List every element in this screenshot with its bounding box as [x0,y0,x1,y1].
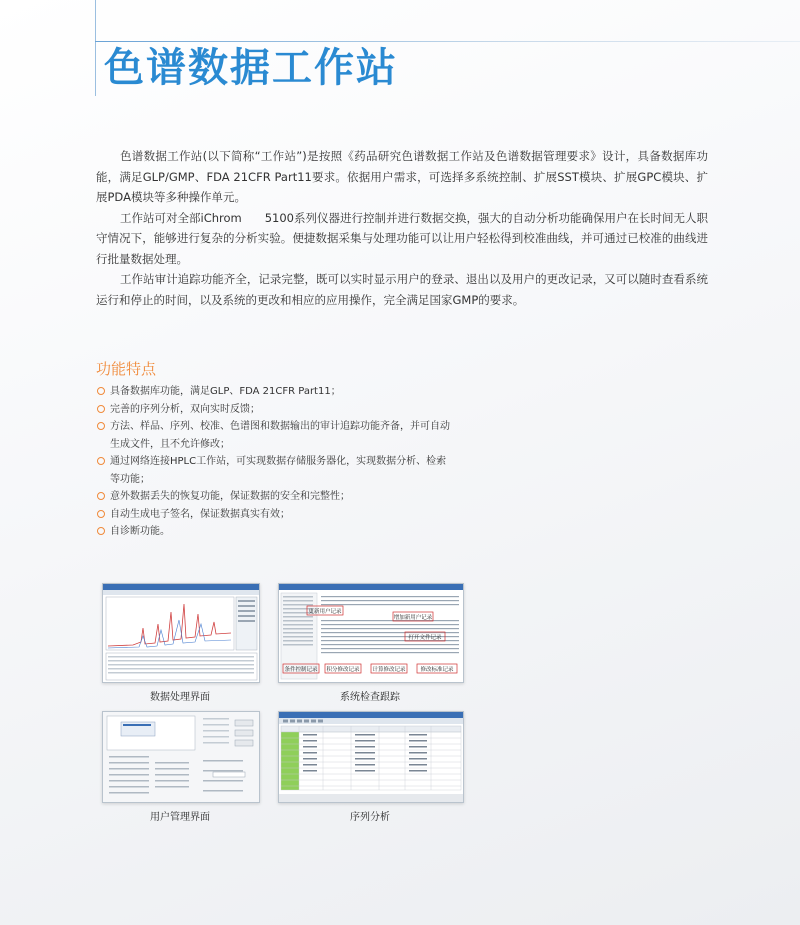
caption-sequence-analysis: 序列分析 [350,812,390,823]
callout-update-user: 更新用户记录 [308,609,342,615]
callout-calculation-change: 计算修改记录 [372,667,406,673]
chromatogram-thumbnail [103,584,259,682]
feature-item: 完善的序列分析，双向实时反馈； [96,401,456,419]
circle-bullet-icon [97,492,105,500]
intro-paragraph: 工作站可对全部iChrom 5100系列仪器进行控制并进行数据交换，强大的自动分析功能确保用户在长时间无人职守情况下，能够进行复杂的分析实验。便捷数据采集与处理功能可以让用户轻松得到校准曲线，并可通过已校准的曲线进行批量数据处理。 [96,210,708,266]
callout-add-user: 增加新用户记录 [393,615,433,621]
feature-item: 方法、样品、序列、校准、色谱图和数据输出的审计追踪功能齐备，并可自动生成文件，且不允许修改； [96,418,456,453]
circle-bullet-icon [97,510,105,518]
audit-trail-thumbnail [279,584,463,682]
caption-data-processing: 数据处理界面 [150,692,210,703]
intro-paragraph: 色谱数据工作站(以下简称“工作站”)是按照《药品研究色谱数据工作站及色谱数据管理要求》设计，具备数据库功能，满足GLP/GMP、FDA 21CFR Part11要求。依据用户需求，可选择多系统控制、扩展SST模块、扩展GPC模块、扩展PDA模块等多种操作单元。 [96,149,708,204]
feature-item: 自诊断功能。 [96,523,456,541]
user-management-screenshot [102,711,260,803]
caption-audit-trail: 系统检查跟踪 [340,692,400,703]
features-list [96,383,456,541]
feature-item: 具备数据库功能，满足GLP、FDA 21CFR Part11； [96,383,456,401]
feature-item: 意外数据丢失的恢复功能，保证数据的安全和完整性； [96,488,456,506]
features-heading: 功能特点 [96,360,157,378]
callout-standard-change: 修改标准记录 [420,667,454,673]
feature-item: 自动生成电子签名，保证数据真实有效； [96,506,456,524]
header-vertical-rule [95,0,96,96]
intro-text [96,146,708,310]
audit-trail-screenshot [278,583,464,683]
data-processing-screenshot [102,583,260,683]
circle-bullet-icon [97,387,105,395]
sequence-analysis-screenshot [278,711,464,803]
sequence-table-thumbnail [279,712,463,802]
circle-bullet-icon [97,422,105,430]
circle-bullet-icon [97,405,105,413]
feature-item: 通过网络连接HPLC工作站，可实现数据存储服务器化，实现数据分析、检索等功能； [96,453,456,488]
callout-condition-control: 条件控制记录 [284,667,318,673]
user-management-thumbnail [103,712,259,802]
callout-open-file: 打开文件记录 [408,635,442,641]
page-title: 色谱数据工作站 [104,45,398,91]
circle-bullet-icon [97,527,105,535]
callout-integration-change: 积分修改记录 [326,667,360,673]
intro-paragraph: 工作站审计追踪功能齐全，记录完整，既可以实时显示用户的登录、退出以及用户的更改记录，又可以随时查看系统运行和停止的时间，以及系统的更改和相应的应用操作，完全满足国家GMP的要求。 [96,272,708,307]
circle-bullet-icon [97,457,105,465]
caption-user-management: 用户管理界面 [150,812,210,823]
